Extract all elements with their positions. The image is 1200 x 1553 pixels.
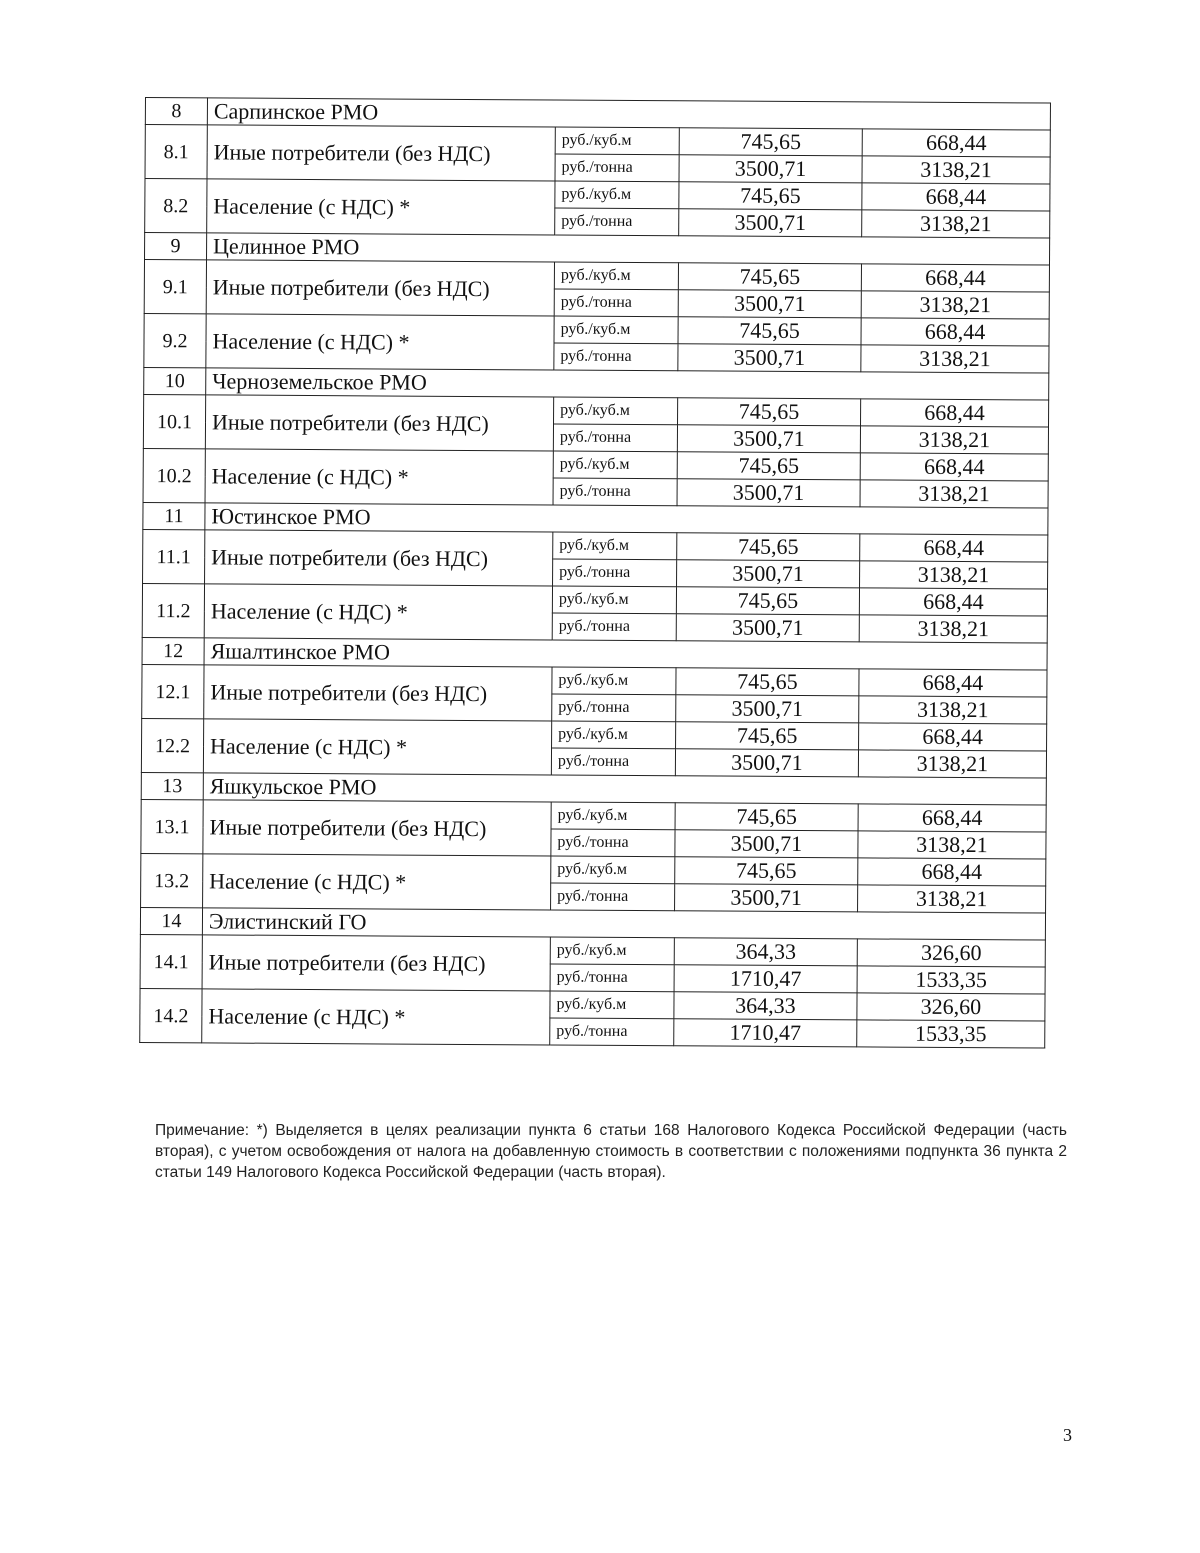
row-number: 11.2 [142, 583, 204, 637]
tariff-value-2: 3138,21 [858, 885, 1046, 913]
tariff-value-2: 668,44 [860, 453, 1048, 481]
tariff-value-2: 3138,21 [859, 615, 1047, 643]
tariff-value-2: 668,44 [859, 723, 1047, 751]
consumer-category: Население (с НДС) * [207, 179, 555, 235]
unit-cell: руб./куб.м [554, 316, 678, 344]
group-number: 9 [145, 233, 207, 260]
tariff-value-1: 3500,71 [679, 155, 862, 183]
group-name: Черноземельское РМО [206, 368, 1049, 400]
group-name: Сарпинское РМО [207, 98, 1050, 130]
consumer-category: Население (с НДС) * [203, 854, 551, 910]
row-number: 12.2 [141, 718, 203, 772]
group-number: 13 [141, 772, 203, 799]
tariff-value-1: 745,65 [678, 317, 861, 345]
table-row [141, 853, 1046, 886]
unit-cell: руб./куб.м [552, 586, 676, 614]
tariff-value-1: 745,65 [677, 533, 860, 561]
unit-cell: руб./тонна [550, 1018, 674, 1046]
table-row [143, 448, 1048, 481]
row-number: 13.1 [141, 799, 203, 853]
unit-cell: руб./куб.м [550, 937, 674, 965]
tariff-value-2: 3138,21 [862, 156, 1050, 184]
consumer-category: Иные потребители (без НДС) [202, 935, 550, 991]
unit-cell: руб./тонна [550, 964, 674, 992]
row-number: 10.2 [143, 448, 205, 502]
tariff-table [139, 97, 1051, 1049]
tariff-value-1: 745,65 [677, 452, 860, 480]
consumer-category: Население (с НДС) * [206, 314, 554, 370]
tariff-value-1: 745,65 [676, 587, 859, 615]
table-row [145, 125, 1050, 158]
tariff-value-2: 3138,21 [861, 291, 1049, 319]
tariff-value-2: 668,44 [862, 129, 1050, 157]
tariff-value-2: 3138,21 [858, 831, 1046, 859]
tariff-value-1: 3500,71 [675, 830, 858, 858]
page-number: 3 [1063, 1425, 1072, 1445]
tariff-value-1: 745,65 [678, 263, 861, 291]
tariff-value-1: 3500,71 [678, 344, 861, 372]
tariff-value-2: 668,44 [861, 318, 1049, 346]
table-row [142, 664, 1047, 697]
table-row [144, 313, 1049, 346]
tariff-value-2: 668,44 [861, 264, 1049, 292]
group-name: Яшкульское РМО [203, 773, 1046, 805]
unit-cell: руб./тонна [553, 478, 677, 506]
group-number: 10 [144, 367, 206, 394]
tariff-value-1: 745,65 [675, 803, 858, 831]
tariff-value-1: 3500,71 [679, 209, 862, 237]
tariff-value-2: 668,44 [861, 399, 1049, 427]
unit-cell: руб./куб.м [551, 802, 675, 830]
consumer-category: Иные потребители (без НДС) [207, 125, 555, 181]
unit-cell: руб./тонна [552, 694, 676, 722]
tariff-value-1: 1710,47 [674, 1019, 857, 1047]
table-row [140, 934, 1045, 967]
tariff-value-1: 745,65 [678, 398, 861, 426]
tariff-value-1: 3500,71 [676, 614, 859, 642]
row-number: 12.1 [142, 664, 204, 718]
row-number: 9.1 [144, 260, 206, 314]
tariff-value-1: 3500,71 [677, 425, 860, 453]
tariff-value-1: 3500,71 [677, 560, 860, 588]
consumer-category: Население (с НДС) * [202, 989, 550, 1045]
consumer-category: Иные потребители (без НДС) [203, 800, 551, 856]
tariff-value-2: 1533,35 [857, 1020, 1045, 1048]
table-row [142, 718, 1047, 751]
unit-cell: руб./тонна [551, 748, 675, 776]
tariff-value-1: 745,65 [676, 722, 859, 750]
unit-cell: руб./тонна [551, 829, 675, 857]
tariff-value-2: 3138,21 [859, 696, 1047, 724]
unit-cell: руб./куб.м [550, 991, 674, 1019]
tariff-value-2: 326,60 [857, 993, 1045, 1021]
unit-cell: руб./тонна [551, 883, 675, 911]
unit-cell: руб./тонна [554, 289, 678, 317]
tariff-value-2: 668,44 [859, 588, 1047, 616]
unit-cell: руб./тонна [553, 424, 677, 452]
tariff-value-2: 668,44 [858, 858, 1046, 886]
tariff-value-2: 3138,21 [860, 480, 1048, 508]
tariff-value-2: 326,60 [857, 939, 1045, 967]
row-number: 13.2 [141, 853, 203, 907]
tariff-value-1: 745,65 [676, 668, 859, 696]
unit-cell: руб./куб.м [554, 397, 678, 425]
row-number: 14.1 [140, 934, 202, 988]
table-row [145, 179, 1050, 212]
tariff-value-2: 3138,21 [860, 426, 1048, 454]
table-row [142, 583, 1047, 616]
table-row [144, 394, 1049, 427]
unit-cell: руб./тонна [555, 154, 679, 182]
group-number: 11 [143, 502, 205, 529]
tariff-value-2: 3138,21 [858, 750, 1046, 778]
table-row [140, 988, 1045, 1021]
unit-cell: руб./куб.м [553, 532, 677, 560]
tariff-table-body [140, 98, 1051, 1049]
tariff-value-1: 3500,71 [675, 884, 858, 912]
unit-cell: руб./куб.м [552, 721, 676, 749]
unit-cell: руб./куб.м [552, 667, 676, 695]
row-number: 8.1 [145, 125, 207, 179]
consumer-category: Иные потребители (без НДС) [206, 260, 554, 316]
table-row [143, 529, 1048, 562]
tariff-value-2: 3138,21 [860, 561, 1048, 589]
consumer-category: Население (с НДС) * [205, 449, 553, 505]
tariff-value-1: 745,65 [679, 182, 862, 210]
tariff-value-2: 3138,21 [861, 345, 1049, 373]
table-row [141, 799, 1046, 832]
tariff-value-1: 3500,71 [675, 749, 858, 777]
row-number: 14.2 [140, 988, 202, 1042]
group-name: Элистинский ГО [202, 908, 1045, 940]
consumer-category: Население (с НДС) * [204, 584, 552, 640]
tariff-value-1: 3500,71 [677, 479, 860, 507]
table-row [144, 260, 1049, 293]
tariff-value-1: 3500,71 [678, 290, 861, 318]
tariff-value-1: 364,33 [674, 992, 857, 1020]
group-name: Целинное РМО [207, 233, 1050, 265]
tariff-value-1: 745,65 [675, 857, 858, 885]
tariff-value-2: 1533,35 [857, 966, 1045, 994]
group-name: Юстинское РМО [205, 503, 1048, 535]
consumer-category: Иные потребители (без НДС) [205, 395, 553, 451]
row-number: 8.2 [145, 179, 207, 233]
unit-cell: руб./тонна [552, 613, 676, 641]
row-number: 11.1 [143, 529, 205, 583]
tariff-value-2: 668,44 [862, 183, 1050, 211]
consumer-category: Население (с НДС) * [203, 719, 551, 775]
tariff-value-1: 3500,71 [676, 695, 859, 723]
unit-cell: руб./куб.м [554, 262, 678, 290]
unit-cell: руб./куб.м [551, 856, 675, 884]
unit-cell: руб./куб.м [553, 451, 677, 479]
row-number: 9.2 [144, 313, 206, 367]
unit-cell: руб./тонна [555, 208, 679, 236]
group-number: 14 [140, 907, 202, 934]
group-number: 8 [145, 98, 207, 125]
tariff-value-2: 668,44 [860, 534, 1048, 562]
tariff-value-2: 3138,21 [862, 210, 1050, 238]
group-number: 12 [142, 637, 204, 664]
consumer-category: Иные потребители (без НДС) [204, 665, 552, 721]
unit-cell: руб./тонна [554, 343, 678, 371]
tariff-value-1: 364,33 [674, 938, 857, 966]
footnote: Примечание: *) Выделяется в целях реализации пункта 6 статьи 168 Налогового Кодекса Российской Федерации (часть вторая), с учетом освобождения от налога на добавленную стоимость в соответствии с положениями подпункта 36 пункта 2 статьи 149 Налогового Кодекса Российской Федерации (часть вторая). [155, 1122, 1067, 1181]
unit-cell: руб./куб.м [555, 127, 679, 155]
consumer-category: Иные потребители (без НДС) [205, 530, 553, 586]
tariff-value-2: 668,44 [858, 804, 1046, 832]
tariff-value-2: 668,44 [859, 669, 1047, 697]
tariff-value-1: 745,65 [679, 128, 862, 156]
unit-cell: руб./тонна [553, 559, 677, 587]
unit-cell: руб./куб.м [555, 181, 679, 209]
group-name: Яшалтинское РМО [204, 638, 1047, 670]
row-number: 10.1 [143, 394, 205, 448]
tariff-value-1: 1710,47 [674, 965, 857, 993]
